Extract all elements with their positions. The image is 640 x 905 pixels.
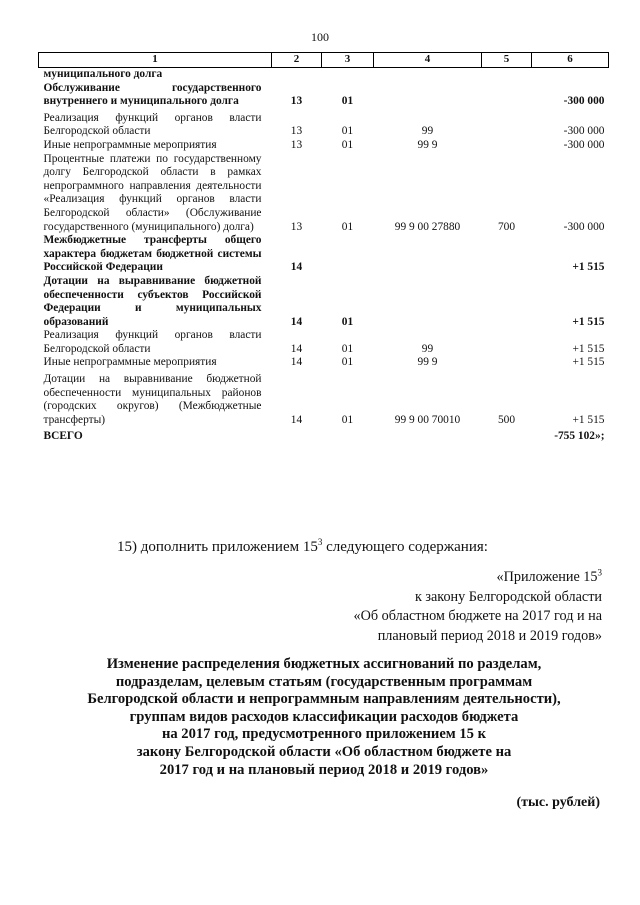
row-section: 13 — [290, 220, 303, 233]
row-target-article — [374, 427, 482, 444]
row-name: ВСЕГО — [43, 430, 83, 443]
title-line: закону Белгородской области «Об областном бюджете на — [136, 743, 512, 760]
amendment-text: 15) дополнить приложением 15 — [117, 539, 318, 555]
appendix-line-4: плановый период 2018 и 2019 годов» — [377, 627, 602, 644]
row-name: Иные непрограммные мероприятия — [43, 138, 217, 151]
table-row — [39, 275, 609, 329]
row-subsection: 01 — [341, 356, 354, 369]
row-expense-type — [482, 68, 532, 82]
row-target-article — [374, 68, 482, 82]
row-target-article: 99 9 00 70010 — [394, 413, 461, 426]
row-section — [272, 427, 322, 444]
row-amount — [532, 68, 609, 82]
title-line: Белгородской области и непрограммным направлениям деятельности), — [87, 691, 561, 708]
row-amount: +1 515 — [572, 413, 605, 426]
row-target-article: 99 9 00 27880 — [394, 220, 461, 233]
table-row — [39, 139, 609, 153]
row-expense-type — [482, 82, 532, 109]
page-number: 100 — [311, 30, 329, 44]
row-amount: +1 515 — [572, 315, 605, 328]
row-name: Обслуживание государственного внутреннего и муниципального долга — [43, 81, 262, 108]
row-target-article: 99 — [421, 125, 434, 138]
row-subsection: 01 — [341, 138, 354, 151]
table-row — [39, 356, 609, 370]
row-section: 13 — [290, 95, 303, 108]
row-name: Реализация функций органов власти Белгородской области — [43, 111, 262, 138]
row-target-article: 99 9 — [417, 356, 438, 369]
row-subsection — [322, 68, 374, 82]
title-line: группам видов расходов классификации расходов бюджета — [129, 708, 519, 725]
row-section: 14 — [290, 261, 303, 274]
amendment-item-15 — [117, 539, 488, 556]
row-section: 14 — [290, 413, 303, 426]
row-subsection: 01 — [341, 125, 354, 138]
row-section: 13 — [290, 125, 303, 138]
row-name: Иные непрограммные мероприятия — [43, 356, 217, 369]
row-amount: -300 000 — [563, 220, 605, 233]
title-line: 2017 год и на плановый период 2018 и 2019 годов» — [159, 761, 489, 778]
row-expense-type — [482, 329, 532, 356]
column-header: 5 — [482, 53, 532, 68]
row-section: 13 — [290, 138, 303, 151]
title-line: на 2017 год, предусмотренного приложением 15 к — [161, 726, 487, 743]
table-row — [39, 370, 609, 427]
row-name: Межбюджетные трансферты общего характера бюджетам бюджетной системы Российской Федерации — [43, 234, 262, 274]
row-subsection: 01 — [341, 315, 354, 328]
row-expense-type — [482, 109, 532, 139]
row-amount: -300 000 — [563, 125, 605, 138]
row-name: Реализация функций органов власти Белгородской области — [43, 329, 262, 355]
row-target-article: 99 9 — [417, 138, 438, 151]
row-section — [272, 68, 322, 82]
row-expense-type — [482, 234, 532, 275]
title-line: подразделам, целевым статьям (государственным программам — [115, 673, 533, 690]
table-row — [39, 153, 609, 235]
row-section: 14 — [290, 315, 303, 328]
table-row — [39, 234, 609, 275]
row-subsection — [322, 234, 374, 275]
column-header: 4 — [374, 53, 482, 68]
amendment-superscript: 3 — [317, 537, 323, 547]
column-header: 6 — [532, 53, 609, 68]
row-section: 14 — [290, 356, 303, 369]
column-header: 3 — [322, 53, 374, 68]
row-subsection: 01 — [341, 95, 354, 108]
column-header: 2 — [272, 53, 322, 68]
table-header-row — [39, 53, 609, 68]
row-target-article — [374, 234, 482, 275]
row-amount: -755 102»; — [554, 430, 605, 443]
row-expense-type — [482, 427, 532, 444]
row-expense-type: 500 — [497, 413, 516, 426]
row-amount: +1 515 — [572, 356, 605, 369]
row-name: Процентные платежи по государственному долгу Белгородской области в рамках непрограммного направления деятельности «Реализация функций органов власти Белгородской области» (Обслуживание государственного (муниципального) долга) — [43, 152, 262, 233]
table-row — [39, 427, 609, 444]
row-amount: +1 515 — [572, 261, 605, 274]
appendix-line-3: «Об областном бюджете на 2017 год и на — [353, 608, 602, 624]
table-row — [39, 68, 609, 82]
appendix-line-2: к закону Белгородской области — [414, 588, 602, 605]
row-subsection: 01 — [341, 220, 354, 233]
appendix-heading — [282, 568, 602, 646]
row-name: муниципального долга — [43, 68, 163, 80]
column-header: 1 — [39, 53, 272, 68]
table-row — [39, 329, 609, 356]
document-title — [60, 656, 588, 779]
row-section: 14 — [290, 342, 303, 355]
table-row — [39, 82, 609, 109]
row-target-article — [374, 275, 482, 329]
table-row — [39, 109, 609, 139]
row-subsection: 01 — [341, 342, 354, 355]
row-expense-type — [482, 275, 532, 329]
row-name: Дотации на выравнивание бюджетной обеспеченности муниципальных районов (городских округов) (Межбюджетные трансферты) — [43, 373, 262, 426]
row-expense-type — [482, 139, 532, 153]
row-amount: -300 000 — [563, 95, 605, 108]
row-expense-type: 700 — [497, 220, 516, 233]
row-target-article: 99 — [421, 342, 434, 355]
row-subsection: 01 — [341, 413, 354, 426]
title-line: Изменение распределения бюджетных ассигнований по разделам, — [106, 656, 542, 672]
units-label: (тыс. рублей) — [516, 795, 600, 810]
row-expense-type — [482, 356, 532, 370]
row-amount: -300 000 — [563, 138, 605, 151]
row-amount: +1 515 — [572, 342, 605, 355]
appendix-line-1: «Приложение $15^3$ — [496, 567, 602, 585]
row-subsection — [322, 427, 374, 444]
row-target-article — [374, 82, 482, 109]
row-name: Дотации на выравнивание бюджетной обеспеченности субъектов Российской Федерации и муниципальных образований — [43, 274, 262, 328]
budget-table — [38, 52, 609, 444]
amendment-tail: следующего содержания: — [322, 539, 488, 555]
